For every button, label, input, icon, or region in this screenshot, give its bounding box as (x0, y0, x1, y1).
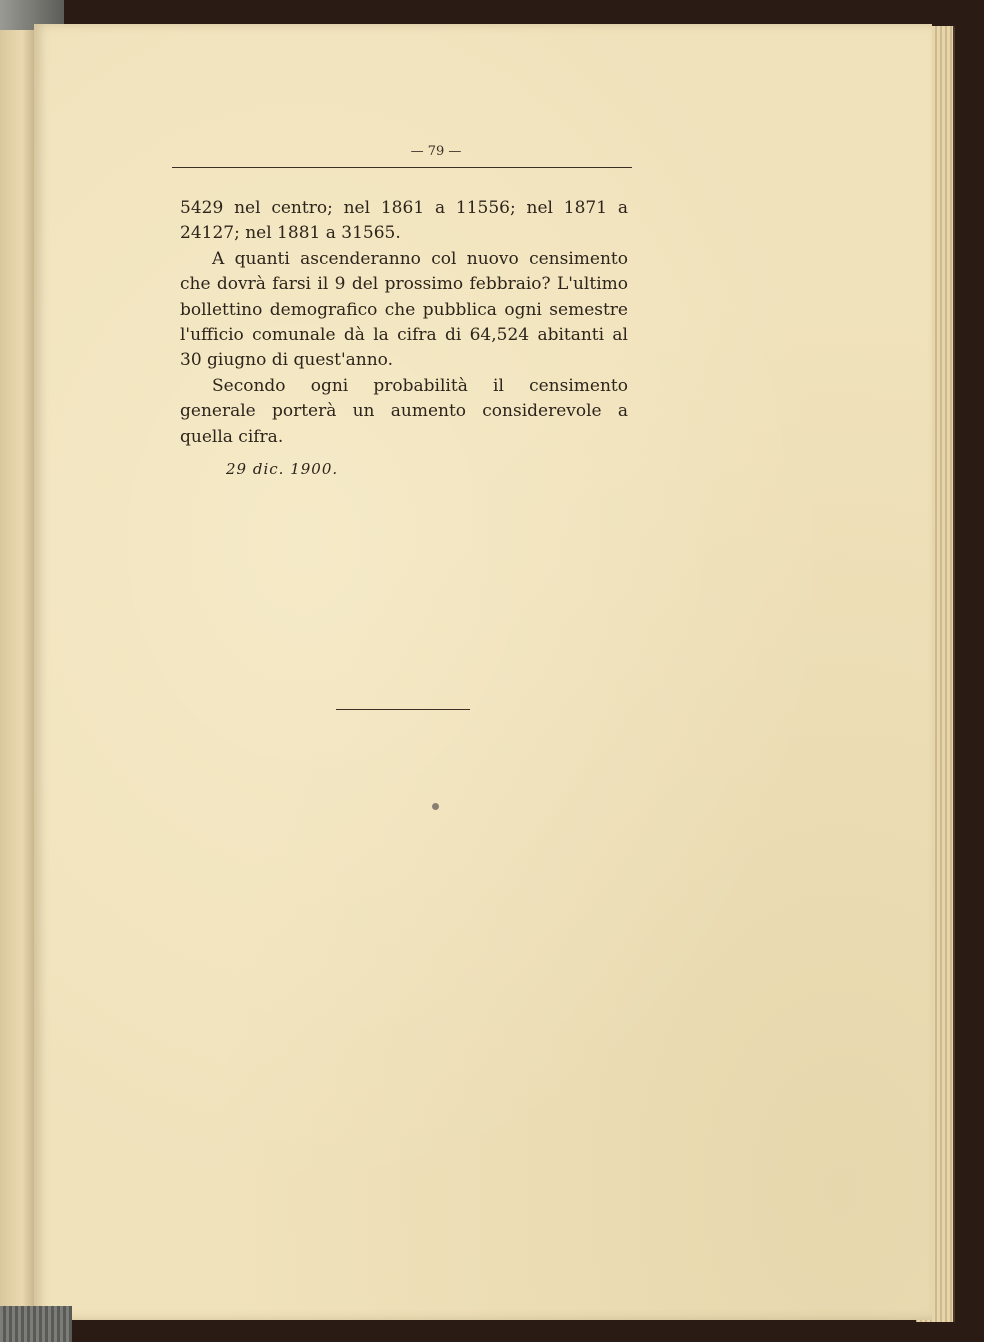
paragraph-1: 5429 nel centro; nel 1861 a 11556; nel 1871 a 24127; nel 1881 a 31565. (180, 198, 628, 244)
paragraph-3: Secondo ogni probabilità il censimento generale porterà un aumento considerevole a quella cifra. (180, 375, 628, 447)
binding-clip-bottom (0, 1306, 72, 1342)
body-text (180, 196, 628, 450)
end-rule (336, 709, 470, 710)
paragraph-2: A quanti ascenderanno col nuovo censimento che dovrà farsi il 9 del prossimo febbraio? L'ultimo bollettino demografico che pubblica ogni semestre l'ufficio comunale dà la cifra di 64,524 abitanti al 30 giugno di quest'anno. (180, 248, 628, 371)
header-rule (172, 167, 632, 168)
date-line: 29 dic. 1900. (226, 460, 339, 478)
book-page (34, 24, 932, 1320)
paper-speck (432, 803, 439, 810)
page-number: — 79 — (410, 144, 462, 159)
